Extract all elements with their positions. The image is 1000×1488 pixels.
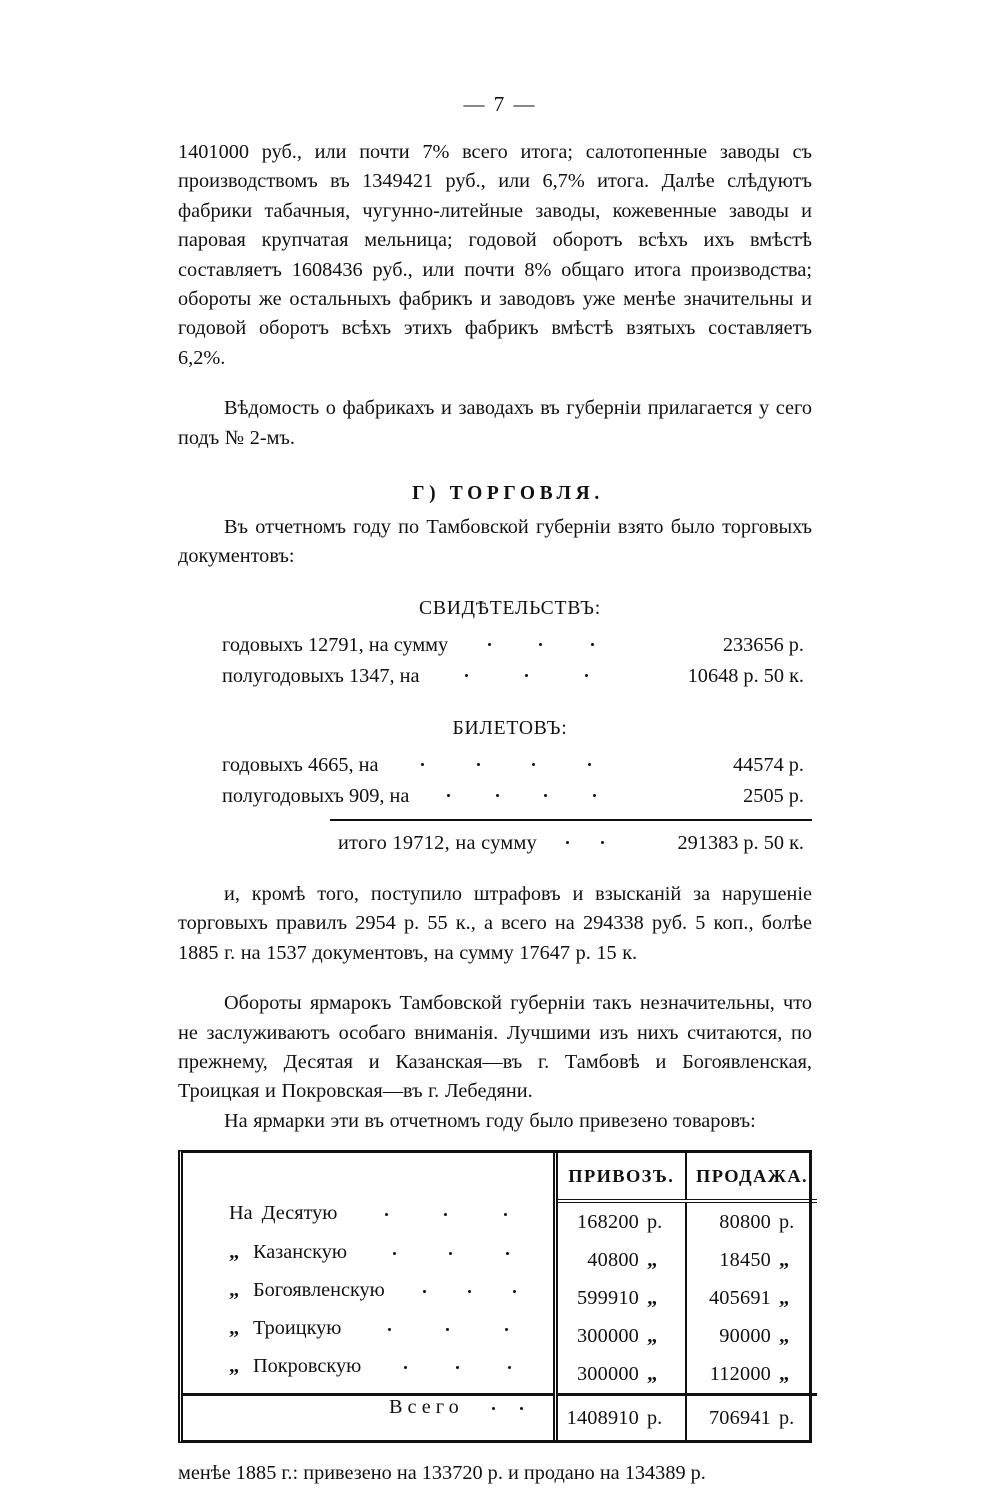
table-row	[183, 1201, 817, 1241]
total-brought-unit: р.	[647, 1406, 663, 1429]
brought-value: 599910	[576, 1286, 639, 1309]
section-heading-trade: Г) ТОРГОВЛЯ.	[412, 483, 604, 505]
page-number: — 7 —	[463, 92, 537, 116]
brought-unit: „	[647, 1248, 658, 1271]
leader-dots	[391, 1280, 543, 1296]
leader-dots	[353, 1242, 543, 1258]
documents-total-label: итого 19712, на сумму	[338, 831, 538, 854]
documents-total-row	[178, 823, 812, 859]
tickets-halfyear-label: полугодовыхъ 909, на	[222, 784, 410, 807]
caption-tickets: БИЛЕТОВЪ:	[452, 717, 568, 739]
fair-name: Троицкую	[253, 1317, 342, 1340]
ditto-mark: „	[229, 1317, 240, 1340]
list-item	[178, 630, 812, 661]
ditto-mark: „	[229, 1355, 240, 1378]
sold-value: 90000	[719, 1324, 771, 1347]
list-item	[178, 781, 812, 812]
leader-dots	[541, 829, 624, 849]
total-label: Всего	[389, 1396, 464, 1419]
sold-unit: р.	[779, 1210, 795, 1233]
leader-dots	[424, 662, 624, 682]
documents-total-amount: 291383 р. 50 к.	[677, 831, 804, 854]
tickets-annual-amount: 44574 р.	[733, 753, 804, 776]
sold-value: 80800	[719, 1210, 771, 1233]
sold-unit: „	[779, 1324, 790, 1347]
certificates-list	[178, 630, 812, 692]
fair-name: Покровскую	[253, 1355, 362, 1378]
sold-value: 112000	[709, 1362, 771, 1385]
list-item	[178, 661, 812, 692]
leader-dots	[383, 751, 624, 771]
tickets-halfyear-amount: 2505 р.	[743, 784, 804, 807]
table-row	[183, 1279, 817, 1317]
table-row	[183, 1355, 817, 1395]
fair-row-prefix: На	[229, 1202, 253, 1225]
column-header-sold: ПРОДАЖА.	[686, 1153, 817, 1201]
sold-value: 18450	[719, 1248, 771, 1271]
brought-value: 300000	[576, 1324, 639, 1347]
certificates-halfyear-amount: 10648 р. 50 к.	[687, 664, 804, 687]
total-sold-unit: р.	[779, 1406, 795, 1429]
brought-unit: „	[647, 1362, 658, 1385]
brought-value: 168200	[576, 1210, 639, 1233]
column-header-fair	[183, 1153, 555, 1201]
paragraph-fines: и, кромѣ того, поступило штрафовъ и взысканій за нарушеніе торговыхъ правилъ 2954 р. 55 к., а всего на 294338 руб. 5 коп., болѣе 1885 г. на 1537 документовъ, на сумму 17647 р. 15 к.	[178, 882, 812, 964]
paragraph-comparison-1885: менѣе 1885 г.: привезено на 133720 р. и продано на 134389 р.	[178, 1462, 706, 1485]
sold-value: 405691	[708, 1286, 771, 1309]
ditto-mark: „	[229, 1279, 240, 1302]
brought-unit: „	[647, 1324, 658, 1347]
column-header-brought: ПРИВОЗЪ.	[555, 1153, 686, 1201]
certificates-halfyear-label: полугодовыхъ 1347, на	[222, 664, 420, 687]
table-row	[183, 1241, 817, 1279]
leader-dots	[367, 1356, 542, 1372]
text-column	[178, 138, 812, 1488]
fairs-table-body	[183, 1201, 817, 1440]
total-brought-value: 1408910	[566, 1406, 639, 1429]
paragraph-production-summary: 1401000 руб., или почти 7% всего итога; салотопенные заводы съ производствомъ въ 1349421 руб., или 6,7% итога. Далѣе слѣдуютъ фабрики табачныя, чугунно-литейные заводы, кожевенные заводы и паровая крупчатая мельница; годовой оборотъ всѣхъ ихъ вмѣстѣ составляетъ 1608436 руб., или почти 8% общаго итога производства; обороты же остальныхъ фабрикъ и заводовъ уже менѣе значительны и годовой оборотъ всѣхъ этихъ фабрикъ вмѣстѣ взятыхъ составляетъ 6,2%.	[178, 141, 812, 369]
leader-dots	[413, 782, 624, 802]
tickets-annual-label: годовыхъ 4665, на	[222, 753, 379, 776]
table-total-row	[183, 1395, 817, 1441]
fair-name: Казанскую	[253, 1241, 347, 1264]
paragraph-fairs-table-intro: На ярмарки эти въ отчетномъ году было привезено товаровъ:	[224, 1109, 756, 1132]
fair-name: Десятую	[261, 1202, 338, 1225]
leader-dots	[343, 1203, 542, 1219]
sold-unit: „	[779, 1362, 790, 1385]
table-row	[183, 1317, 817, 1355]
certificates-annual-label: годовыхъ 12791, на сумму	[222, 633, 449, 656]
sold-unit: „	[779, 1248, 790, 1271]
caption-certificates: СВИДѢТЕЛЬСТВЪ:	[418, 597, 602, 619]
total-sold-value: 706941	[708, 1406, 771, 1429]
ditto-mark: „	[229, 1241, 240, 1264]
table-header-row	[183, 1153, 817, 1201]
fair-name: Богоявленскую	[253, 1279, 385, 1302]
certificates-annual-amount: 233656 р.	[722, 633, 804, 656]
paragraph-vedomost-reference: Вѣдомость о фабрикахъ и заводахъ въ губерніи прилагается у сего подъ № 2-мъ.	[178, 397, 812, 449]
brought-value: 300000	[576, 1362, 639, 1385]
brought-value: 40800	[587, 1248, 639, 1271]
list-item	[178, 750, 812, 781]
paragraph-fairs-turnover: Обороты ярмарокъ Тамбовской губерніи такъ незначительны, что не заслуживаютъ особаго вниманія. Лучшими изъ нихъ считаются, по прежнему, Десятая и Казанская—въ г. Тамбовѣ и Богоявленская, Троицкая и Покровская—въ г. Лебедяни.	[178, 992, 812, 1103]
brought-unit: „	[647, 1286, 658, 1309]
tickets-list	[178, 750, 812, 859]
brought-unit: р.	[647, 1210, 663, 1233]
leader-dots	[452, 631, 624, 651]
leader-dots	[347, 1318, 542, 1334]
sold-unit: „	[779, 1286, 790, 1309]
paragraph-trade-documents-intro: Въ отчетномъ году по Тамбовской губерніи взято было торговыхъ документовъ:	[178, 516, 812, 568]
fairs-goods-table	[178, 1150, 812, 1443]
leader-dots	[472, 1397, 539, 1413]
documents-total-rule	[330, 819, 812, 821]
